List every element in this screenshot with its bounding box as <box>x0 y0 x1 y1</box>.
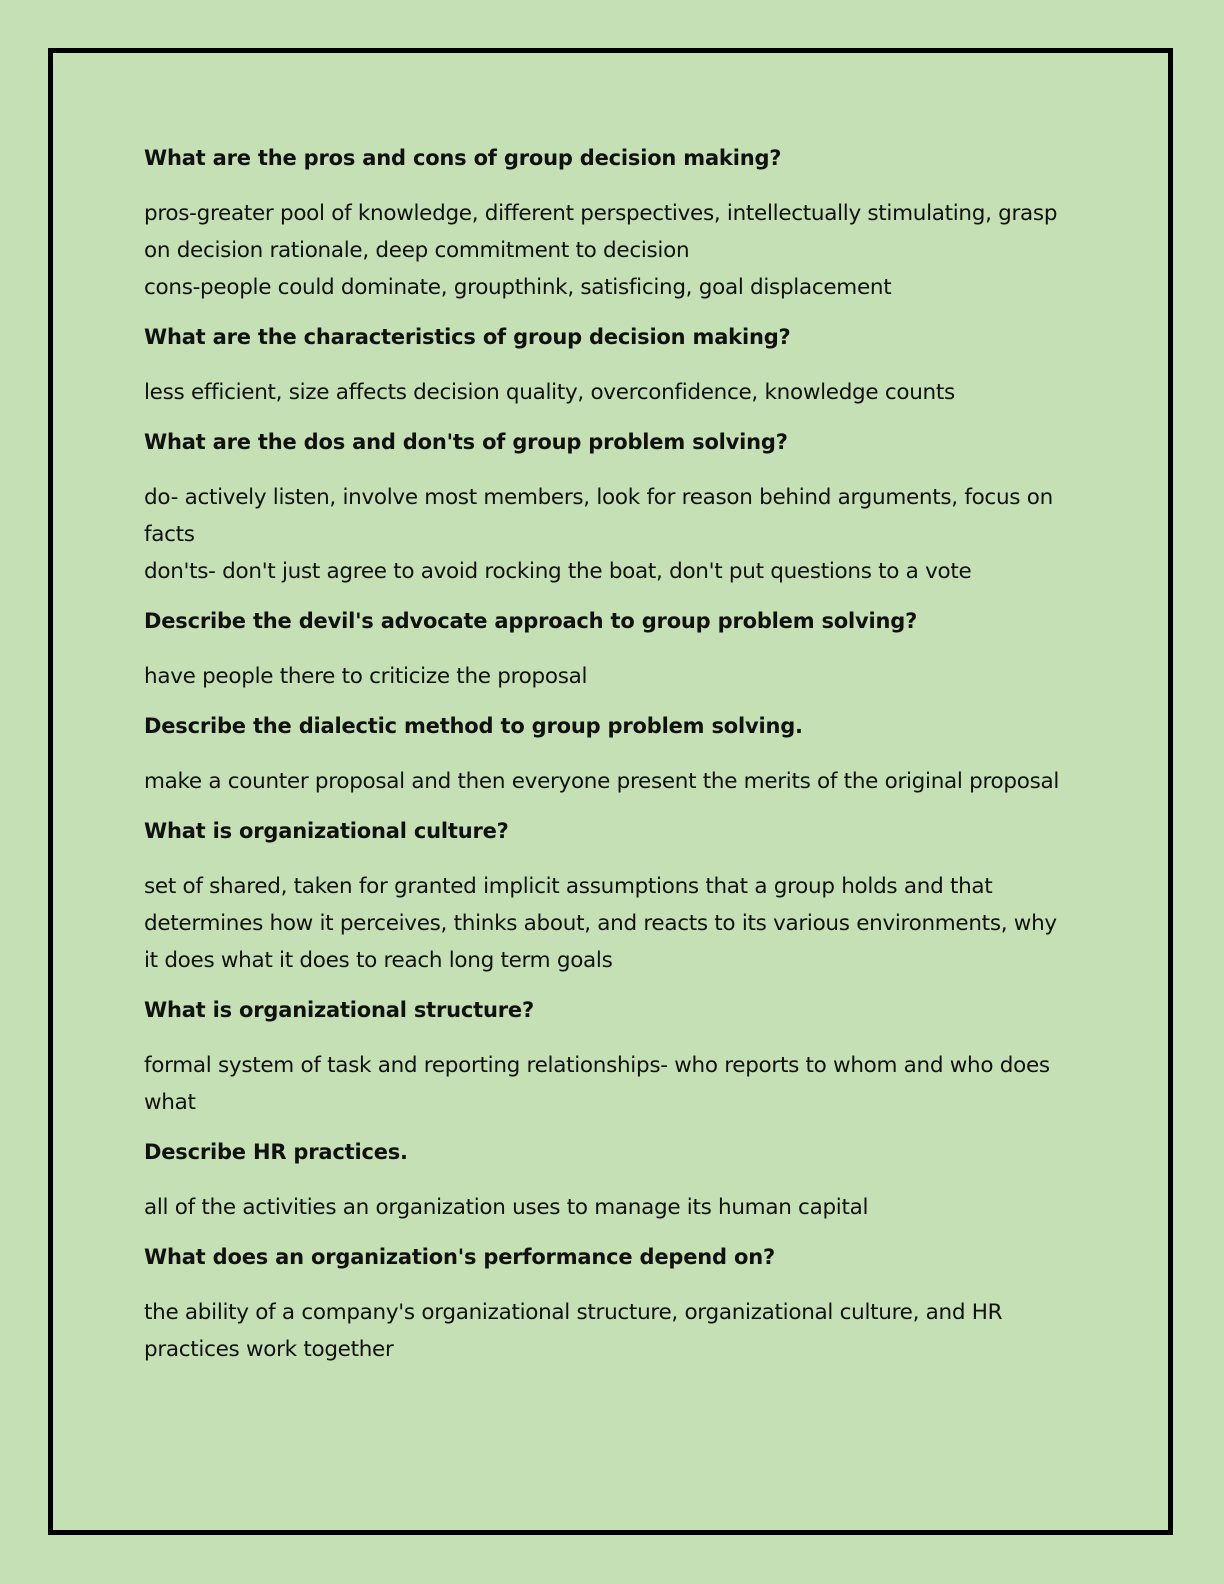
answer-line: make a counter proposal and then everyone present the merits of the original proposal <box>144 769 1060 794</box>
answer-text <box>144 374 1074 411</box>
question-text: What are the characteristics of group decision making? <box>144 325 791 349</box>
question-text: Describe HR practices. <box>144 1140 408 1164</box>
question-text: Describe the dialectic method to group problem solving. <box>144 714 803 738</box>
answer-line: all of the activities an organization uses to manage its human capital <box>144 1195 869 1220</box>
qa-item-organizational-culture <box>144 816 1074 979</box>
answer-text <box>144 763 1074 800</box>
answer-line: less efficient, size affects decision quality, overconfidence, knowledge counts <box>144 380 955 405</box>
question-text: What are the pros and cons of group decision making? <box>144 146 782 170</box>
question-text: What are the dos and don'ts of group problem solving? <box>144 430 788 454</box>
question-text: Describe the devil's advocate approach to group problem solving? <box>144 609 918 633</box>
question-text: What is organizational culture? <box>144 819 509 843</box>
answer-line: cons-people could dominate, groupthink, satisficing, goal displacement <box>144 275 892 300</box>
flashcard-list <box>144 143 1074 1384</box>
answer-line: the ability of a company's organizational structure, organizational culture, and HR practices work together <box>144 1300 1003 1362</box>
qa-item-group-decision-characteristics <box>144 322 1074 411</box>
qa-item-devils-advocate <box>144 606 1074 695</box>
answer-line: do- actively listen, involve most members, look for reason behind arguments, focus on facts <box>144 485 1053 547</box>
qa-item-organizational-structure <box>144 995 1074 1121</box>
answer-text <box>144 658 1074 695</box>
answer-line: formal system of task and reporting relationships- who reports to whom and who does what <box>144 1053 1050 1115</box>
answer-line: pros-greater pool of knowledge, different perspectives, intellectually stimulating, grasp on decision rationale, deep commitment to decision <box>144 201 1058 263</box>
answer-line: don'ts- don't just agree to avoid rocking the boat, don't put questions to a vote <box>144 559 972 584</box>
qa-item-organization-performance <box>144 1242 1074 1368</box>
answer-text <box>144 1189 1074 1226</box>
qa-item-group-decision-pros-cons <box>144 143 1074 306</box>
answer-line: set of shared, taken for granted implicit assumptions that a group holds and that determines how it perceives, thinks about, and reacts to its various environments, why it does what it does to reach long term goals <box>144 874 1057 973</box>
answer-text <box>144 195 1074 306</box>
question-text: What is organizational structure? <box>144 998 534 1022</box>
answer-line: have people there to criticize the proposal <box>144 664 588 689</box>
qa-item-dos-donts <box>144 427 1074 590</box>
answer-text <box>144 1294 1074 1368</box>
answer-text <box>144 479 1074 590</box>
qa-item-hr-practices <box>144 1137 1074 1226</box>
question-text: What does an organization's performance depend on? <box>144 1245 775 1269</box>
qa-item-dialectic-method <box>144 711 1074 800</box>
answer-text <box>144 1047 1074 1121</box>
answer-text <box>144 868 1074 979</box>
